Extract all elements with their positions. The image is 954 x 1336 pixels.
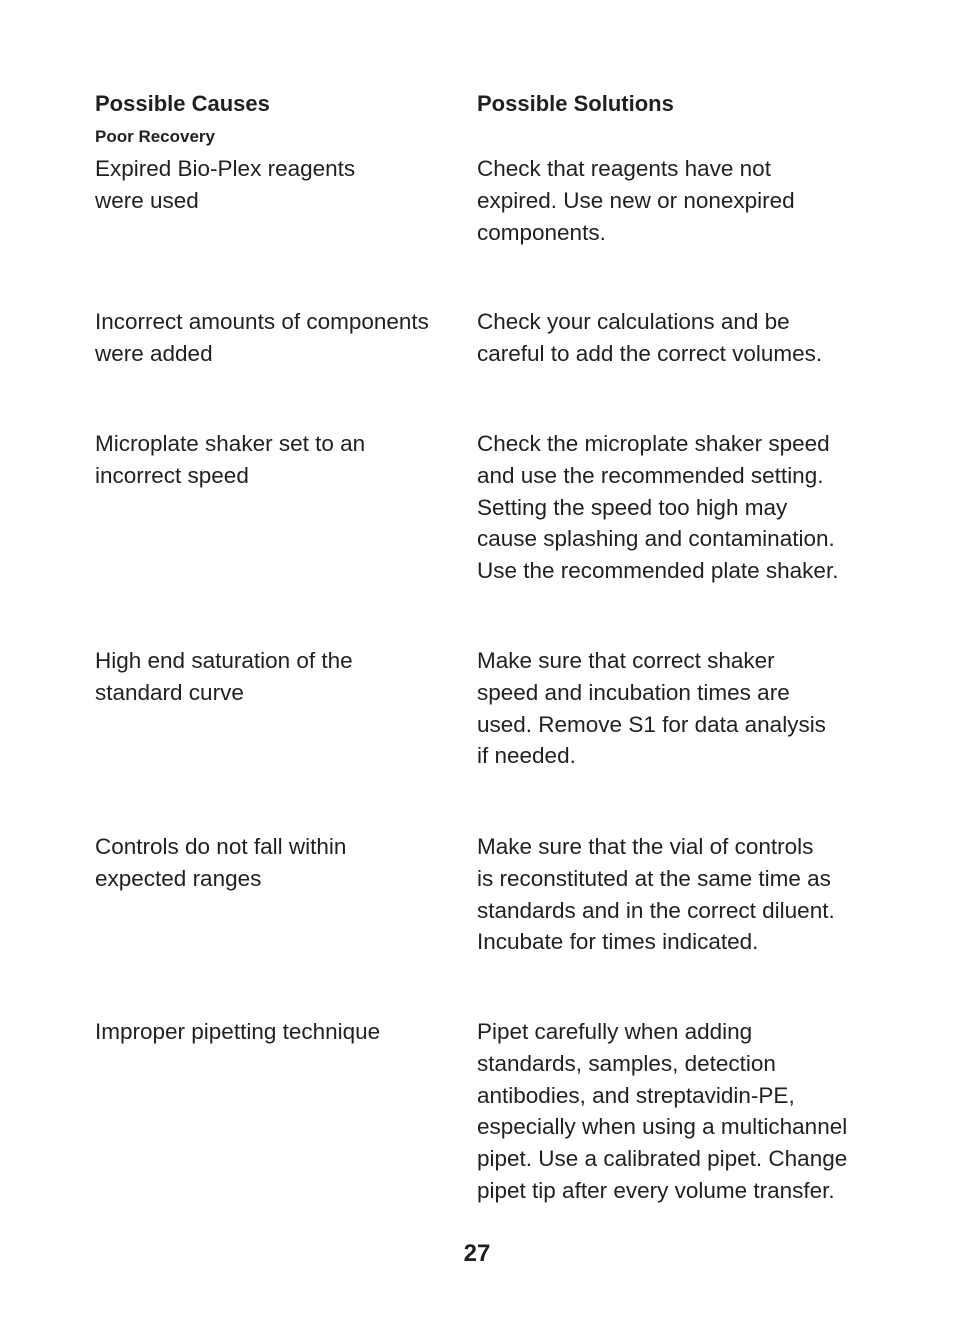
- solution-text: Make sure that the vial of controls is reconstituted at the same time as standards and in the correct diluent. Incubate for times indicated.: [477, 834, 835, 955]
- solutions-column-header: Possible Solutions: [477, 91, 674, 116]
- cause-text: Expired Bio-Plex reagents were used: [95, 156, 356, 213]
- solution-text: Check that reagents have not expired. Use new or nonexpired components.: [477, 156, 795, 245]
- solution-text: Check the microplate shaker speed and use the recommended setting. Setting the speed too high may cause splashing and contamination. Use the recommended plate shaker.: [477, 431, 839, 584]
- page-number: 27: [463, 1240, 491, 1267]
- solution-text: Make sure that correct shaker speed and incubation times are used. Remove S1 for data analysis if needed.: [477, 648, 826, 769]
- cause-text: Controls do not fall within expected ranges: [95, 834, 347, 891]
- solution-text: Check your calculations and be careful to add the correct volumes.: [477, 309, 823, 366]
- solution-text: Pipet carefully when adding standards, samples, detection antibodies, and streptavidin-PE, especially when using a multichannel pipet. Use a calibrated pipet. Change pipet tip after every volume transfer.: [477, 1019, 848, 1203]
- causes-column-header: Possible Causes: [95, 91, 270, 116]
- cause-text: Incorrect amounts of components were added: [95, 309, 429, 366]
- cause-text: Microplate shaker set to an incorrect speed: [95, 431, 366, 488]
- cause-text: High end saturation of the standard curve: [95, 648, 353, 705]
- section-label-poor-recovery: Poor Recovery: [95, 127, 215, 146]
- cause-text: Improper pipetting technique: [95, 1019, 381, 1044]
